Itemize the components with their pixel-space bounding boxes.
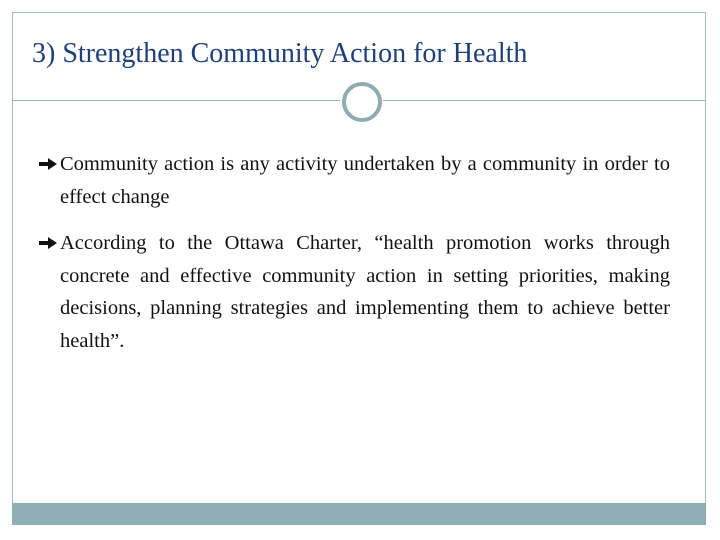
right-arrow-icon <box>38 236 58 250</box>
bullet-item-ottawa-charter <box>38 227 670 357</box>
right-arrow-icon <box>38 157 58 171</box>
title-divider-right <box>383 100 706 101</box>
slide-title: 3) Strengthen Community Action for Health <box>32 38 528 69</box>
bullet-item-community-action <box>38 148 670 213</box>
bullet-list <box>38 148 670 357</box>
footer-bar <box>12 503 706 525</box>
title-divider-left <box>12 100 340 101</box>
bullet-text: Community action is any activity undertaken by a community in order to effect change <box>60 153 670 208</box>
divider-circle-ornament <box>342 82 382 122</box>
bullet-text: According to the Ottawa Charter, “health promotion works through concrete and effective community action in setting priorities, making decisions, planning strategies and implementing them to achieve better health”. <box>60 232 670 352</box>
